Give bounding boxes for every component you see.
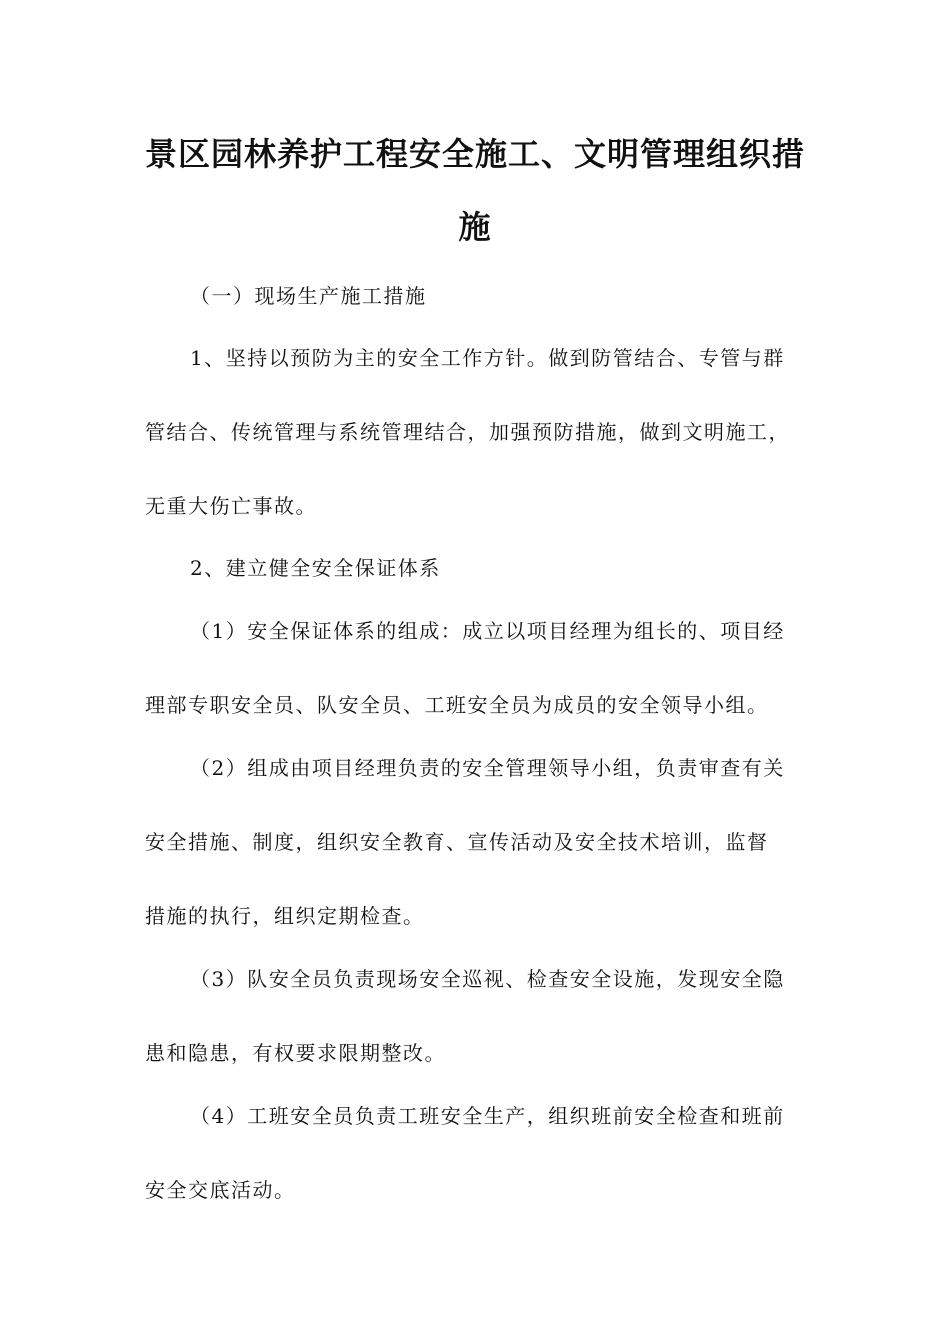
document-title-line-1: 景区园林养护工程安全施工、文明管理组织措: [144, 135, 805, 173]
body-line-2: 1、坚持以预防为主的安全工作方针。做到防管结合、专管与群: [190, 346, 785, 370]
body-line-12: 患和隐患，有权要求限期整改。: [145, 1041, 446, 1065]
body-line-7: 理部专职安全员、队安全员、工班安全员为成员的安全领导小组。: [145, 693, 769, 717]
body-line-11: （3）队安全员负责现场安全巡视、检查安全设施，发现安全隐: [190, 967, 785, 991]
body-line-9: 安全措施、制度，组织安全教育、宣传活动及安全技术培训，监督: [145, 830, 769, 854]
body-line-10: 措施的执行，组织定期检查。: [145, 904, 425, 928]
body-line-13: （4）工班安全员负责工班安全生产，组织班前安全检查和班前: [190, 1104, 785, 1128]
document-title-line-2: 施: [458, 208, 492, 246]
body-line-14: 安全交底活动。: [145, 1178, 296, 1202]
body-line-5: 2、建立健全安全保证体系: [190, 556, 441, 580]
body-line-6: （1）安全保证体系的组成：成立以项目经理为组长的、项目经: [190, 619, 785, 643]
body-line-8: （2）组成由项目经理负责的安全管理领导小组，负责审查有关: [190, 756, 785, 780]
body-line-3: 管结合、传统管理与系统管理结合，加强预防措施，做到文明施工，: [145, 420, 790, 444]
body-line-1: （一）现场生产施工措施: [190, 284, 427, 308]
body-line-4: 无重大伤亡事故。: [145, 494, 317, 518]
